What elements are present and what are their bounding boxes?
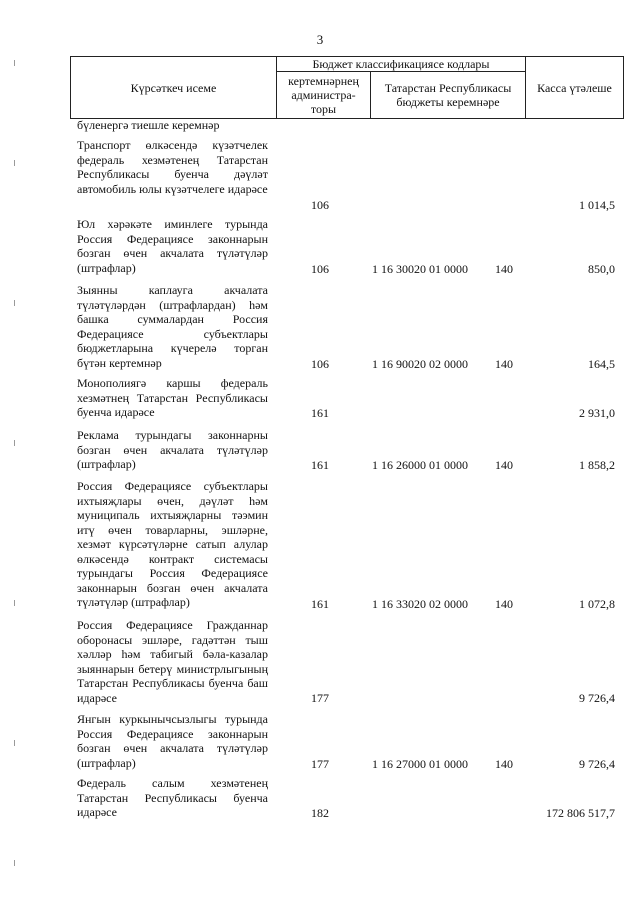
table-row (0, 138, 640, 213)
table-row (0, 428, 640, 473)
row-code: 1 16 90020 02 0000 (372, 357, 468, 371)
table-row (0, 618, 640, 706)
table-row (0, 712, 640, 772)
row-name: Юл хәрәкәте иминлеге турында Россия Федерациясе законнарын бозган өчен акчалата түләтүләр (штрафлар) (77, 217, 268, 275)
row-amount: 1 072,8 (579, 597, 615, 611)
row-kbk: 140 (495, 757, 513, 771)
row-admin: 161 (311, 458, 329, 472)
row-name: Янгын куркынычсызлыгы турында Россия Федерациясе законнарын бозган өчен акчалата түләтүләр (штрафлар) (77, 712, 268, 770)
row-name: Россия Федерациясе Гражданнар оборонасы эшләре, гадәттән тыш хәлләр һәм табигый бәла-казалар зыяннарын бетерү министрлыгының Татарстан Республикасы буенча баш идарәсе (77, 618, 268, 705)
row-code: 1 16 27000 01 0000 (372, 757, 468, 771)
row-amount: 2 931,0 (579, 406, 615, 420)
admin-header: кертемнәрнең администра-торы (277, 72, 371, 119)
row-admin: 161 (311, 406, 329, 420)
table-header (70, 56, 624, 119)
indicator-header: Күрсәткеч исеме (71, 57, 277, 119)
row-name: Реклама турындагы законнарны бозган өчен акчалата түләтүләр (штрафлар) (77, 428, 268, 471)
row-admin: 177 (311, 691, 329, 705)
table-row (0, 479, 640, 612)
row-amount: 164,5 (588, 357, 615, 371)
row-kbk: 140 (495, 597, 513, 611)
row-code: 1 16 33020 02 0000 (372, 597, 468, 611)
revenue-header: Татарстан Республикасы бюджеты керемнәре (371, 72, 526, 119)
row-amount: 9 726,4 (579, 757, 615, 771)
table-row (0, 217, 640, 277)
row-kbk: 140 (495, 262, 513, 276)
table-row (0, 376, 640, 421)
row-amount: 850,0 (588, 262, 615, 276)
row-amount: 9 726,4 (579, 691, 615, 705)
table-row (0, 283, 640, 372)
row-admin: 106 (311, 357, 329, 371)
row-admin: 161 (311, 597, 329, 611)
row-admin: 106 (311, 262, 329, 276)
row-name: Федераль салым хезмәтенең Татарстан Республикасы буенча идарәсе (77, 776, 268, 819)
row-name: Транспорт өлкәсендә күзәтчелек федераль хезмәтенең Татарстан Республикасы буенча дәүләт автомобиль юлы күзәтчелеге идарәсе (77, 138, 268, 196)
page-number: 3 (316, 32, 324, 47)
row-admin: 106 (311, 198, 329, 212)
row-amount: 1 858,2 (579, 458, 615, 472)
row-admin: 182 (311, 806, 329, 820)
table-row (0, 776, 640, 821)
budget-codes-header: Бюджет классификациясе кодлары (277, 57, 526, 72)
row-code: 1 16 26000 01 0000 (372, 458, 468, 472)
row-name: Россия Федерациясе субъектлары ихтыяҗлары өчен, дәүләт һәм муниципаль ихтыяҗларны тәэмин итү өчен товарларны, эшләрне, хезмәт күрсәтүләрне сатып алулар өлкәсендә контракт системасы турындагы Россия Федерациясе законнарын бозган өчен акчалата түләтүләр (штрафлар) (77, 479, 268, 609)
row-amount: 172 806 517,7 (546, 806, 615, 820)
row-kbk: 140 (495, 458, 513, 472)
row-name: Монополиягә каршы федераль хезмәтнең Татарстан Республикасы буенча идарәсе (77, 376, 268, 419)
row-amount: 1 014,5 (579, 198, 615, 212)
row-name: Зыянны каплауга акчалата түләтүләрдән (штрафлардан) һәм башка суммалардан Россия Федерациясе субъектлары бюджетларына күчерелә торган бүтән кертемнәр (77, 283, 268, 370)
row-admin: 177 (311, 757, 329, 771)
row-code: 1 16 30020 01 0000 (372, 262, 468, 276)
row-kbk: 140 (495, 357, 513, 371)
continuation-line: бүленергә тиешле керемнәр (77, 118, 220, 132)
cash-header: Касса үтәлеше (526, 57, 624, 119)
